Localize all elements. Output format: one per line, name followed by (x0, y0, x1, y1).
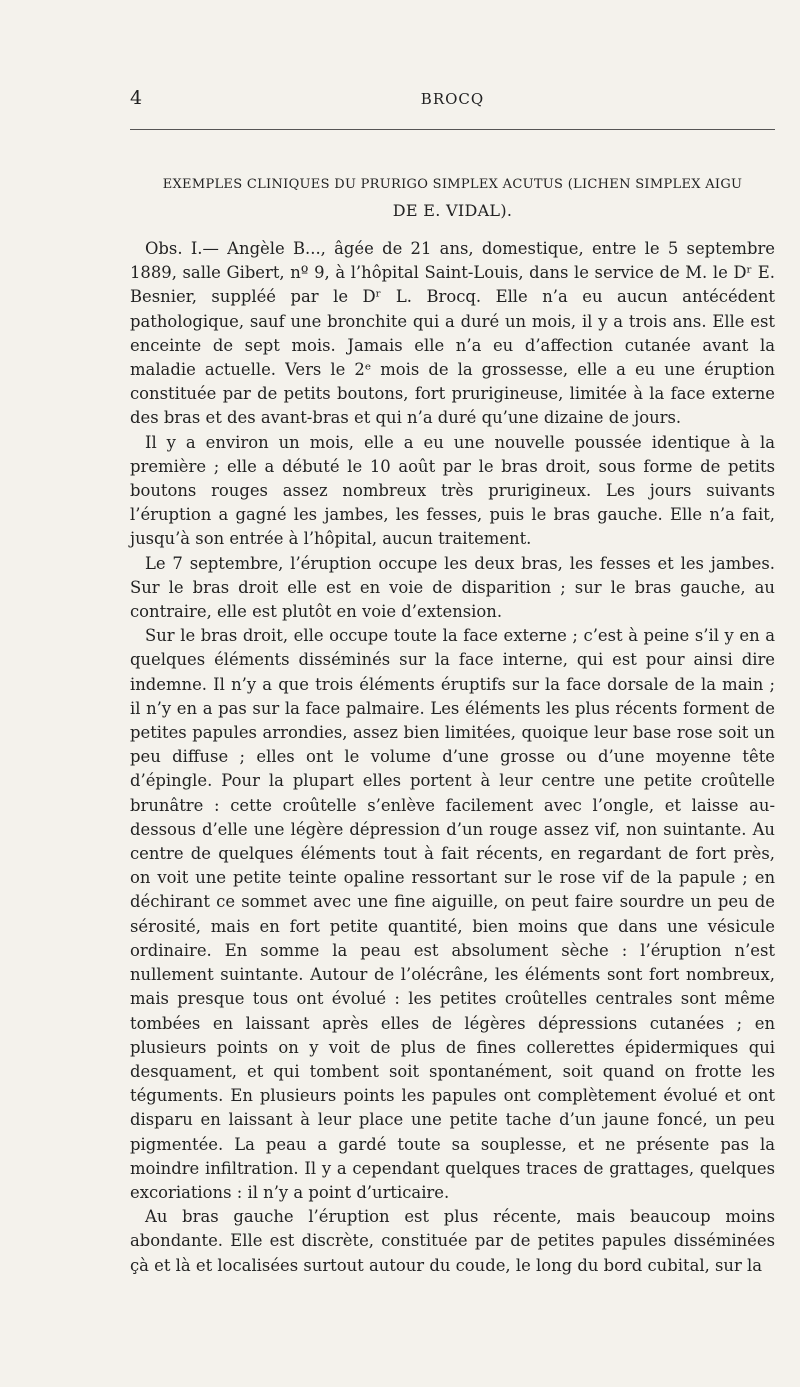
running-head (130, 86, 775, 116)
section-title-line-1: EXEMPLES CLINIQUES DU PRURIGO SIMPLEX ACUTUS (LICHEN SIMPLEX AIGU (162, 177, 743, 192)
paragraph-observation-intro: Obs. I.— Angèle B..., âgée de 21 ans, domestique, entre le 5 septembre 1889, salle Gibert, nº 9, à l’hôpital Saint-Louis, dans le service de M. le Dʳ E. Besnier, suppléé par le Dʳ L. Brocq. Elle n’a eu aucun antécédent pathologique, sauf une bronchite qui a duré un mois, il y a trois ans. Elle est enceinte de sept mois. Jamais elle n’a eu d’affection cutanée avant la maladie actuelle. Vers le 2ᵉ mois de la grossesse, elle a eu une éruption constituée par de petits boutons, fort prurigineuse, limitée à la face externe des bras et des avant-bras et qui n’a duré qu’une dizaine de jours. (130, 239, 775, 428)
paragraph-new-outbreak: Il y a environ un mois, elle a eu une nouvelle poussée identique à la première ; elle a débuté le 10 août par le bras droit, sous forme de petits boutons rouges assez nombreux très prurigineux. Les jours suivants l’éruption a gagné les jambes, les fesses, puis le bras gauche. Elle n’a fait, jusqu’à son entrée à l’hôpital, aucun traitement. (130, 432, 775, 549)
paragraph-september-7: Le 7 septembre, l’éruption occupe les deux bras, les fesses et les jambes. Sur le bras droit elle est en voie de disparition ; sur le bras gauche, au contraire, elle est plutôt en voie d’extension. (130, 553, 775, 622)
running-title: BROCQ (420, 90, 485, 108)
section-title-line-2: DE E. VIDAL). (392, 201, 513, 220)
page-number: 4 (130, 87, 143, 109)
section-title (140, 172, 765, 224)
paragraph-left-arm: Au bras gauche l’éruption est plus récente, mais beaucoup moins abondante. Elle est discrète, constituée par de petites papules disséminées çà et là et localisées surtout autour du coude, le long du bord cubital, sur la (130, 1207, 775, 1275)
body-text (130, 237, 775, 1278)
paragraph-right-arm: Sur le bras droit, elle occupe toute la face externe ; c’est à peine s’il y en a quelques éléments disséminés sur la face interne, qui est pour ainsi dire indemne. Il n’y a que trois éléments éruptifs sur la face dorsale de la main ; il n’y en a pas sur la face palmaire. Les éléments les plus récents forment de petites papules arrondies, assez bien limitées, quoique leur base rose soit un peu diffuse ; elles ont le volume d’une grosse ou d’une moyenne tête d’épingle. Pour la plupart elles portent à leur centre une petite croûtelle brunâtre : cette croûtelle s’enlève facilement avec l’ongle, et laisse au-dessous d’elle une légère dépression d’un rouge assez vif, non suintante. Au centre de quelques éléments tout à fait récents, en regardant de fort près, on voit une petite teinte opaline ressortant sur le rose vif de la papule ; en déchirant ce sommet avec une fine aiguille, on peut faire sourdre un peu de sérosité, mais en fort petite quantité, bien moins que dans une vésicule ordinaire. En somme la peau est absolument sèche : l’éruption n’est nullement suintante. Autour de l’olécrâne, les éléments sont fort nombreux, mais presque tous ont évolué : les petites croûtelles centrales sont même tombées en laissant après elles de légères dépressions cutanées ; en plusieurs points on y voit de plus de fines collerettes épidermiques qui desquament, et qui tombent soit spontanément, soit quand on frotte les téguments. En plusieurs points les papules ont complètement évolué et ont disparu en laissant à leur place une petite tache d’un jaune foncé, un peu pigmentée. La peau a gardé toute sa souplesse, et ne présente pas la moindre infiltration. Il y a cependant quelques traces de grattages, quelques excoriations : il n’y a point d’urticaire. (130, 626, 775, 1202)
header-rule (130, 129, 775, 130)
